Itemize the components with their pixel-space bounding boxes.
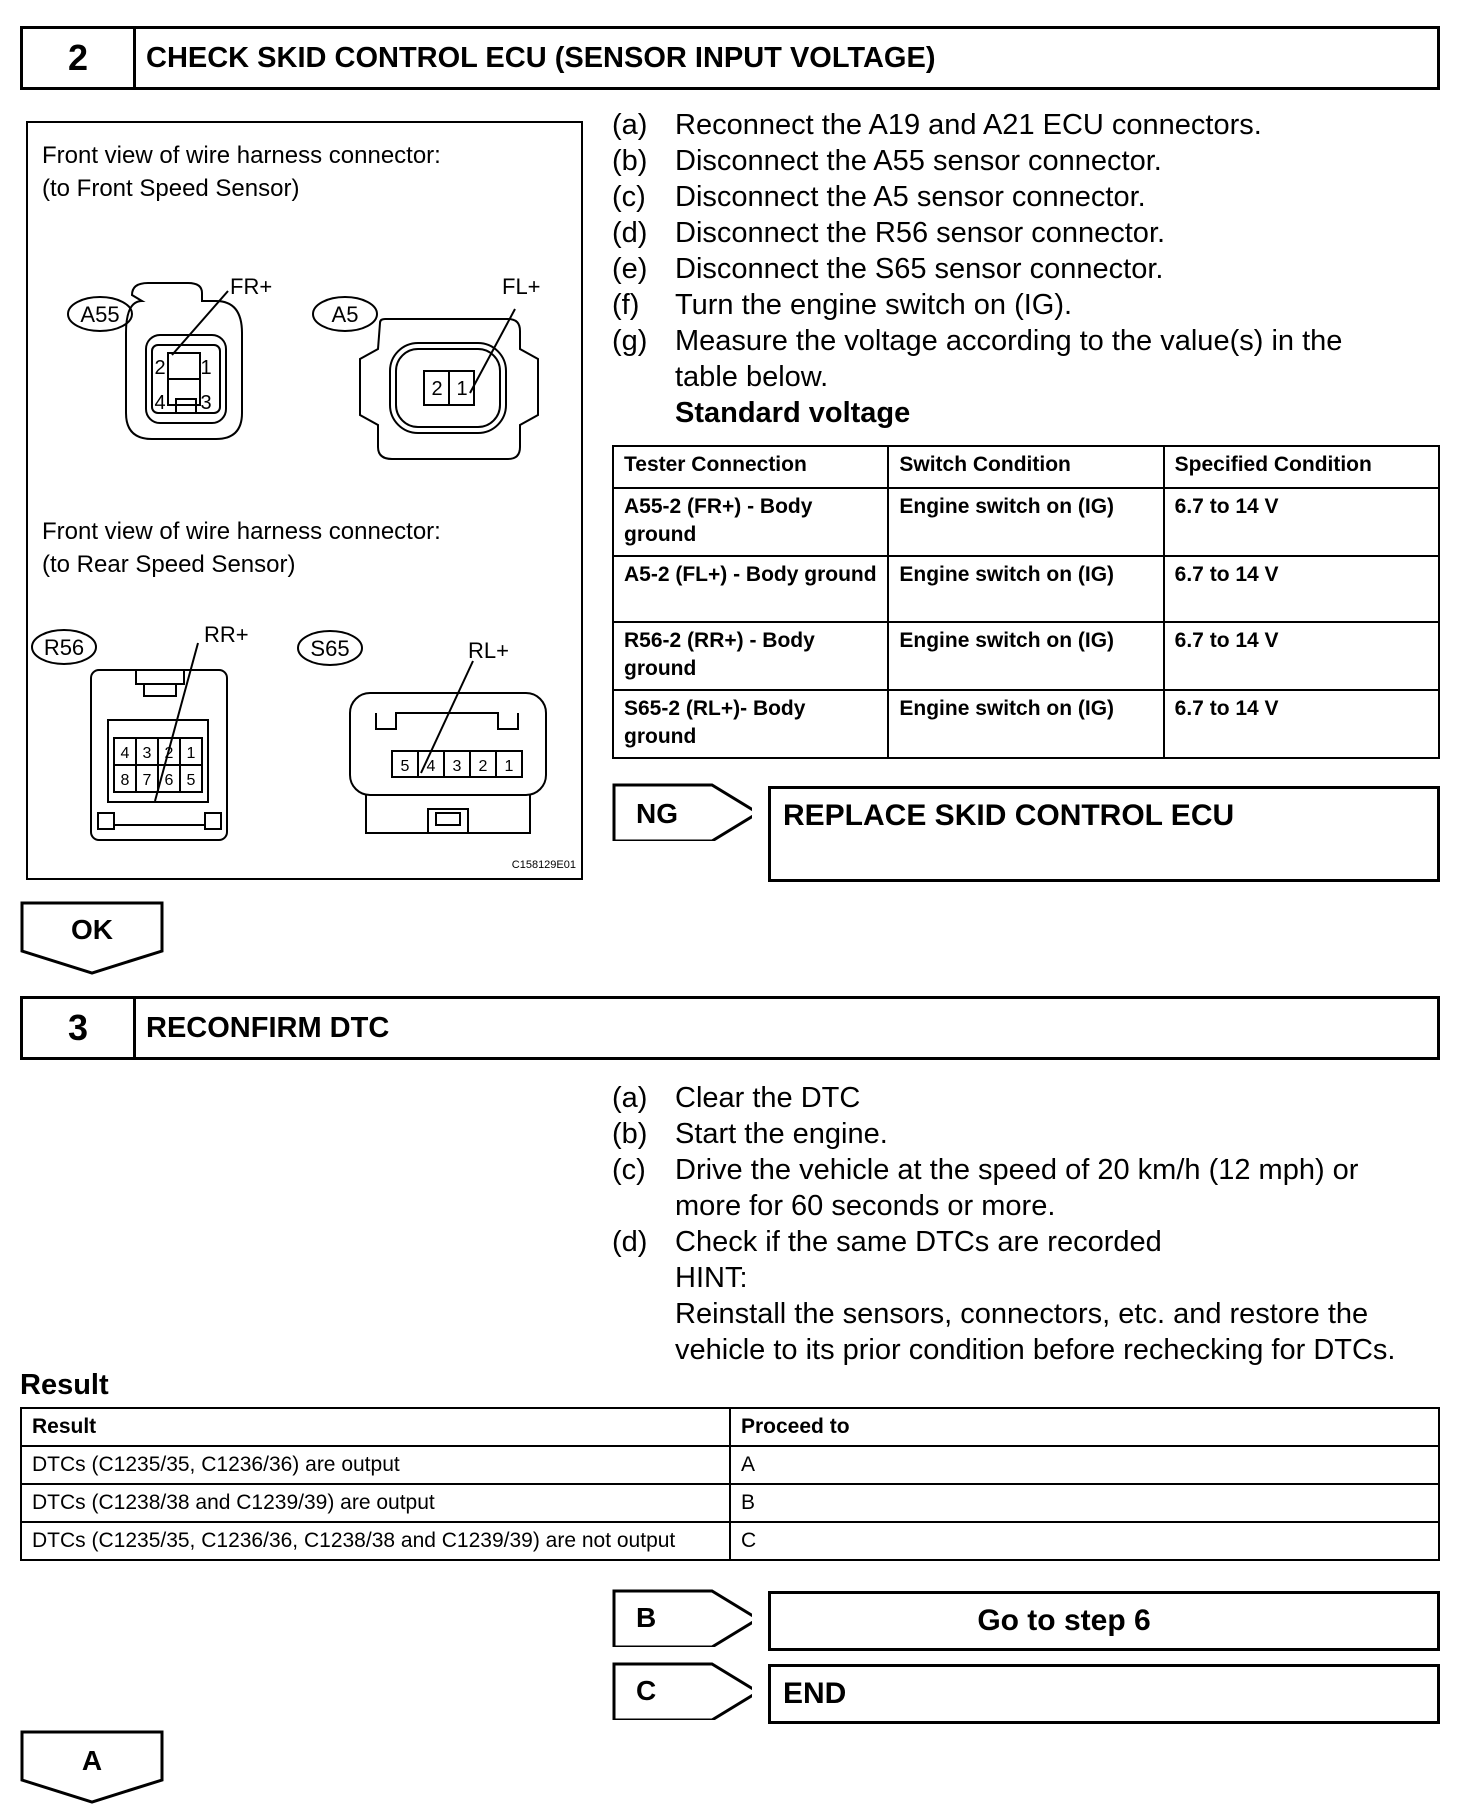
r56-pin: 7 xyxy=(142,772,152,789)
table-cell: 6.7 to 14 V xyxy=(1164,622,1439,690)
connector-drawings xyxy=(28,123,581,878)
s65-pin: 2 xyxy=(478,758,488,775)
a5-tag: A5 xyxy=(331,302,359,327)
table-cell: DTCs (C1235/35, C1236/36) are output xyxy=(21,1446,730,1484)
hint-text: Reinstall the sensors, connectors, etc. and restore the vehicle to its prior condition before rechecking for DTCs. xyxy=(675,1298,1396,1366)
table-header: Proceed to xyxy=(730,1408,1439,1446)
table-header: Switch Condition xyxy=(888,446,1163,488)
r56-pin: 2 xyxy=(164,745,174,762)
s65-pin: 1 xyxy=(504,758,514,775)
instruction-item: (b) Disconnect the A55 sensor connector. xyxy=(612,145,1162,177)
r56-pin: 6 xyxy=(164,772,174,789)
table-header: Tester Connection xyxy=(613,446,888,488)
table-row xyxy=(21,1484,1439,1522)
a-label: A xyxy=(81,1745,103,1776)
table-cell: S65-2 (RL+)- Body ground xyxy=(613,690,888,758)
a-arrow-tag xyxy=(20,1730,166,1804)
r56-pin-label: RR+ xyxy=(204,622,249,647)
table-row xyxy=(613,622,1439,690)
a5-pin-label: FL+ xyxy=(502,274,541,299)
b-arrow-tag xyxy=(612,1589,752,1647)
table-header-row xyxy=(613,446,1439,488)
table-cell: Engine switch on (IG) xyxy=(888,622,1163,690)
table-cell: A xyxy=(730,1446,1439,1484)
s65-pin: 5 xyxy=(400,758,410,775)
ng-result-text: REPLACE SKID CONTROL ECU xyxy=(783,799,1235,832)
table-cell: 6.7 to 14 V xyxy=(1164,556,1439,622)
table-row xyxy=(613,690,1439,758)
b-label: B xyxy=(636,1602,657,1633)
instruction-item: (g) Measure the voltage according to the value(s) in the table below. xyxy=(612,325,1343,393)
a5-pin: 2 xyxy=(431,378,443,400)
instruction-item: (c) Drive the vehicle at the speed of 20 km/h (12 mph) or more for 60 seconds or more. xyxy=(612,1154,1359,1222)
table-cell: A5-2 (FL+) - Body ground xyxy=(613,556,888,622)
s65-pin: 3 xyxy=(452,758,462,775)
table-header: Result xyxy=(21,1408,730,1446)
r56-connector xyxy=(32,630,227,840)
table-cell: B xyxy=(730,1484,1439,1522)
instruction-item: (d) Check if the same DTCs are recorded xyxy=(612,1226,1162,1258)
c-result-box xyxy=(768,1664,1440,1724)
ng-result-box xyxy=(768,786,1440,882)
instruction-item: (d) Disconnect the R56 sensor connector. xyxy=(612,217,1166,249)
table-cell: Engine switch on (IG) xyxy=(888,556,1163,622)
c-arrow-tag xyxy=(612,1662,752,1720)
c-label: C xyxy=(636,1675,657,1706)
figure-code: C158129E01 xyxy=(511,859,576,871)
result-table xyxy=(20,1407,1440,1561)
instruction-item: (c) Disconnect the A5 sensor connector. xyxy=(612,181,1146,213)
c-result-text: END xyxy=(783,1677,847,1710)
step-3-header xyxy=(20,996,1440,1060)
table-cell: C xyxy=(730,1522,1439,1560)
step-title: CHECK SKID CONTROL ECU (SENSOR INPUT VOLTAGE) xyxy=(146,41,936,74)
result-label: Result xyxy=(20,1369,109,1401)
connector-figure xyxy=(26,121,583,880)
step-2-header xyxy=(20,26,1440,90)
standard-voltage-label: Standard voltage xyxy=(675,397,911,429)
b-result-text: Go to step 6 xyxy=(977,1604,1151,1637)
table-cell: DTCs (C1235/35, C1236/36, C1238/38 and C1239/39) are not output xyxy=(21,1522,730,1560)
r56-pin: 3 xyxy=(142,745,152,762)
r56-pin: 5 xyxy=(186,772,196,789)
r56-pin: 4 xyxy=(120,745,130,762)
instruction-item: (e) Disconnect the S65 sensor connector. xyxy=(612,253,1164,285)
a55-pin: 3 xyxy=(200,392,212,414)
instruction-item: (f) Turn the engine switch on (IG). xyxy=(612,289,1073,321)
table-cell: Engine switch on (IG) xyxy=(888,690,1163,758)
table-row xyxy=(613,556,1439,622)
a5-pin: 1 xyxy=(456,378,468,400)
table-cell: DTCs (C1238/38 and C1239/39) are output xyxy=(21,1484,730,1522)
ok-label: OK xyxy=(71,914,113,945)
step-number: 2 xyxy=(23,29,136,87)
table-cell: R56-2 (RR+) - Body ground xyxy=(613,622,888,690)
s65-pin: 4 xyxy=(426,758,436,775)
ng-label: NG xyxy=(636,798,678,829)
table-cell: Engine switch on (IG) xyxy=(888,488,1163,556)
step-number: 3 xyxy=(23,999,136,1057)
step-2-instructions xyxy=(612,107,1455,431)
ok-arrow-tag xyxy=(20,901,166,975)
step-3-instructions xyxy=(612,1080,1465,1368)
instruction-item: (a) Clear the DTC xyxy=(612,1082,861,1114)
table-header: Specified Condition xyxy=(1164,446,1439,488)
r56-tag: R56 xyxy=(43,635,85,660)
standard-voltage-table xyxy=(612,445,1440,759)
rear-caption-line-1: Front view of wire harness connector: xyxy=(42,518,441,545)
b-result-box xyxy=(768,1591,1440,1651)
table-row xyxy=(613,488,1439,556)
a55-tag: A55 xyxy=(80,302,120,327)
a55-pin: 4 xyxy=(154,392,166,414)
table-cell: 6.7 to 14 V xyxy=(1164,690,1439,758)
front-caption-line-1: Front view of wire harness connector: xyxy=(42,142,441,169)
a55-pin: 1 xyxy=(200,357,212,379)
instruction-item: (a) Reconnect the A19 and A21 ECU connectors. xyxy=(612,109,1262,141)
hint-label: HINT: xyxy=(675,1262,748,1294)
rear-caption-line-2: (to Rear Speed Sensor) xyxy=(42,551,296,578)
instruction-item: (b) Start the engine. xyxy=(612,1118,888,1150)
table-row xyxy=(21,1522,1439,1560)
r56-pin: 8 xyxy=(120,772,130,789)
table-cell: 6.7 to 14 V xyxy=(1164,488,1439,556)
table-header-row xyxy=(21,1408,1439,1446)
front-caption-line-2: (to Front Speed Sensor) xyxy=(42,175,300,202)
s65-pin-label: RL+ xyxy=(468,638,509,663)
a55-pin-label: FR+ xyxy=(230,274,273,299)
table-row xyxy=(21,1446,1439,1484)
table-cell: A55-2 (FR+) - Body ground xyxy=(613,488,888,556)
r56-pin: 1 xyxy=(186,745,196,762)
ng-arrow-tag xyxy=(612,783,752,841)
a55-pin: 2 xyxy=(154,357,166,379)
s65-tag: S65 xyxy=(310,636,350,661)
step-title: RECONFIRM DTC xyxy=(146,1011,390,1044)
